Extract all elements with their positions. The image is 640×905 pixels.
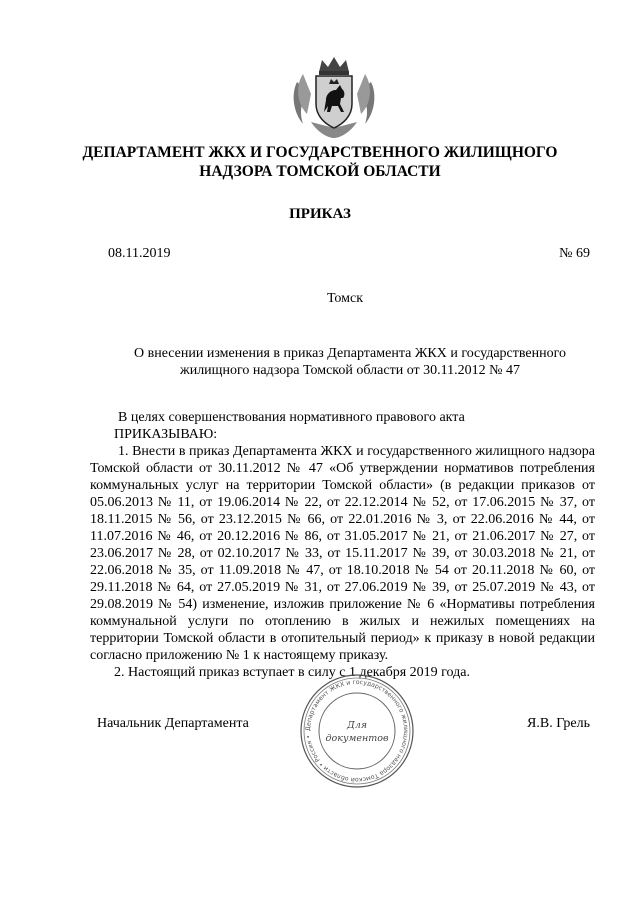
stamp-ring-text: Департамент ЖКХ и государственного жилищного надзора Томской области • Россия • (304, 678, 410, 784)
document-subject-line1: О внесении изменения в приказ Департамента ЖКХ и государственного (134, 346, 566, 361)
signature-position: Начальник Департамента (97, 716, 249, 731)
document-body (90, 409, 595, 681)
body-item-2: 2. Настоящий приказ вступает в силу с 1 декабря 2019 года. (114, 665, 470, 680)
body-order-word: ПРИКАЗЫВАЮ: (114, 427, 218, 442)
body-item-1: 1. Внести в приказ Департамента ЖКХ и государственного жилищного надзора Томской области от 30.11.2012 № 47 «Об утверждении нормативов потребления коммунальных услуг на территории Томской области» (в редакции приказов от 05.06.2013 № 11, от 19.06.2014 № 22, от 22.12.2014 № 52, от 17.06.2015 № 37, от 18.11.2015 № 56, от 23.12.2015 № 66, от 22.01.2016 № 3, от 22.06.2016 № 44, от 11.07.2016 № 46, от 20.12.2016 № 86, от 31.05.2017 № 21, от 21.06.2017 № 27, от 23.06.2017 № 28, от 02.10.2017 № 33, от 15.11.2017 № 39, от 30.03.2018 № 21, от 22.06.2018 № 35, от 11.09.2018 № 47, от 18.10.2018 № 54 от 20.11.2018 № 60, от 29.11.2018 № 64, от 27.05.2019 № 31, от 27.06.2019 № 39, от 25.07.2019 № 43, от 29.08.2019 № 54) изменение, изложив приложение № 6 «Нормативы потребления коммунальной услуги по отоплению в жилых и нежилых помещениях на территории Томской области в отопительный период» к приказу в новой редакции согласно приложению № 1 к настоящему приказу. (90, 444, 595, 663)
document-number: № 69 (559, 246, 590, 261)
document-date: 08.11.2019 (108, 246, 171, 261)
stamp-center-line1: Для (346, 720, 368, 731)
body-intro: В целях совершенствования нормативного правового акта (118, 410, 465, 425)
stamp-center-line2: документов (325, 733, 389, 744)
department-name-line1: ДЕПАРТАМЕНТ ЖКХ И ГОСУДАРСТВЕННОГО ЖИЛИЩНОГО (82, 144, 558, 161)
coat-of-arms-icon (289, 52, 379, 142)
document-type-title: ПРИКАЗ (289, 206, 351, 222)
department-name-line2: НАДЗОРА ТОМСКОЙ ОБЛАСТИ (199, 163, 441, 180)
signature-name: Я.В. Грель (527, 716, 590, 731)
document-subject-line2: жилищного надзора Томской области от 30.11.2012 № 47 (180, 363, 520, 378)
official-seal-icon (298, 672, 416, 790)
document-city: Томск (326, 291, 364, 306)
